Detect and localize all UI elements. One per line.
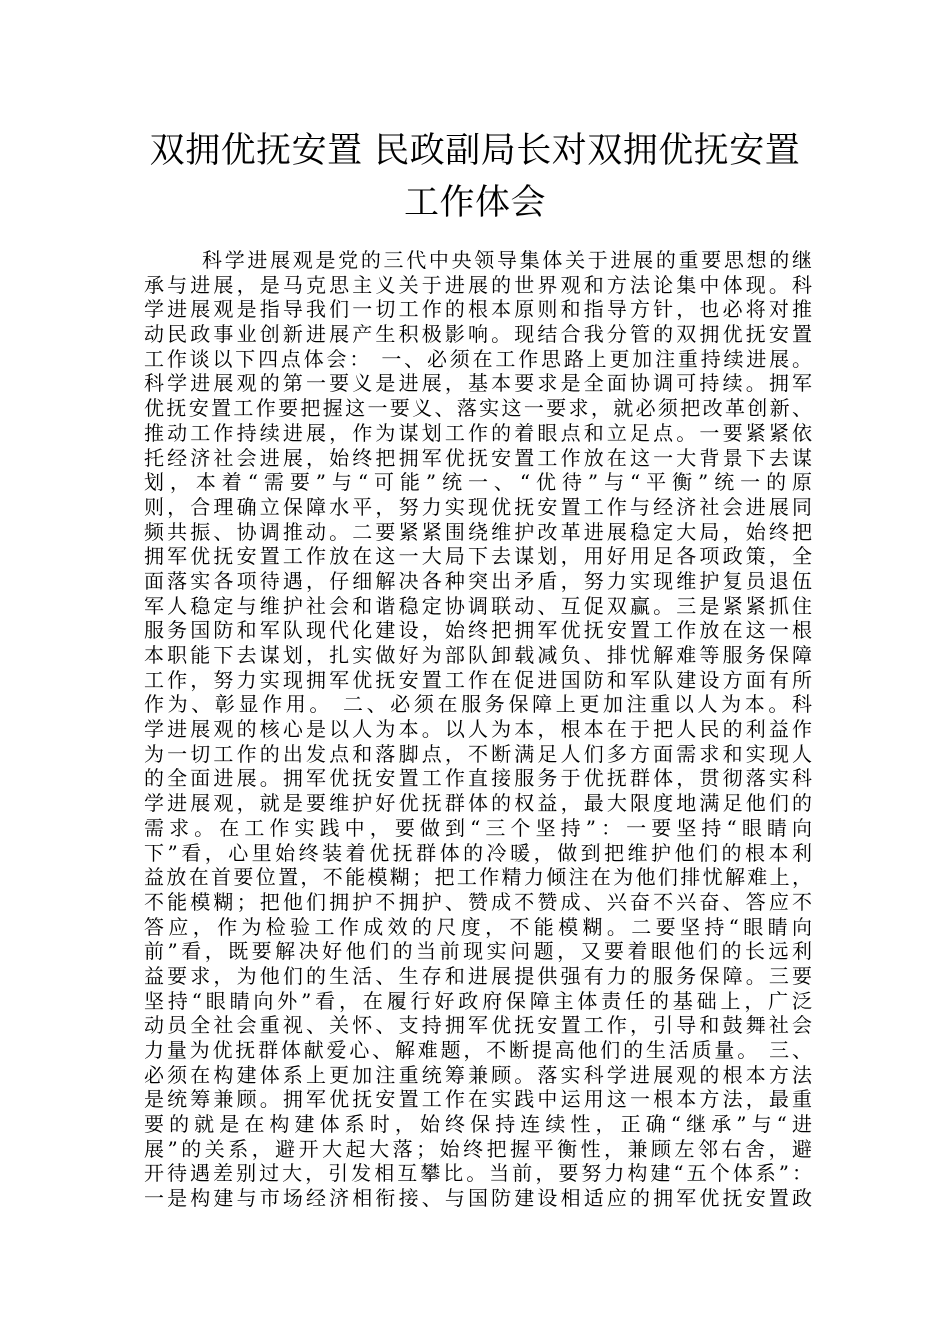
body-line: 科学进展观是党的三代中央领导集体关于进展的重要思想的继 (202, 248, 812, 272)
body-line: 科学进展观的第一要义是进展，基本要求是全面协调可持续。拥军 (144, 371, 812, 396)
body-line: 推动工作持续进展，作为谋划工作的着眼点和立足点。一要紧紧依 (144, 420, 812, 445)
body-line: 学进展观，就是要维护好优抚群体的权益，最大限度地满足他们的 (144, 791, 812, 816)
body-line: 要的就是在构建体系时，始终保持连续性，正确“继承”与“进 (144, 1112, 812, 1137)
body-line: 的全面进展。拥军优抚安置工作直接服务于优抚群体，贯彻落实科 (144, 766, 812, 791)
body-line: 一是构建与市场经济相衔接、与国防建设相适应的拥军优抚安置政 (144, 1186, 812, 1211)
body-line: 托经济社会进展，始终把拥军优抚安置工作放在这一大背景下去谋 (144, 445, 812, 470)
body-line: 拥军优抚安置工作放在这一大局下去谋划，用好用足各项政策，全 (144, 544, 812, 569)
body-line: 则，合理确立保障水平，努力实现优抚安置工作与经济社会进展同 (144, 494, 812, 519)
body-line: 作为、彰显作用。 二、必须在服务保障上更加注重以人为本。科 (144, 692, 812, 717)
body-line: 优抚安置工作要把握这一要义、落实这一要求，就必须把改革创新、 (144, 396, 812, 421)
body-line: 学进展观是指导我们一切工作的根本原则和指导方针，也必将对推 (144, 297, 812, 322)
body-line: 频共振、协调推动。二要紧紧围绕维护改革进展稳定大局，始终把 (144, 519, 812, 544)
body-line: 前”看，既要解决好他们的当前现实问题，又要着眼他们的长远利 (144, 939, 812, 964)
body-line: 面落实各项待遇，仔细解决各种突出矛盾，努力实现维护复员退伍 (144, 568, 812, 593)
body-line: 必须在构建体系上更加注重统筹兼顾。落实科学进展观的根本方法 (144, 1062, 812, 1087)
title-line-1: 双拥优抚安置 民政副局长对双拥优抚安置 (149, 131, 801, 171)
body-line: 是统筹兼顾。拥军优抚安置工作在实践中运用这一根本方法，最重 (144, 1087, 812, 1112)
body-line: 坚持“眼睛向外”看，在履行好政府保障主体责任的基础上，广泛 (144, 988, 812, 1013)
body-line: 承与进展，是马克思主义关于进展的世界观和方法论集中体现。科 (144, 272, 812, 297)
body-line: 力量为优抚群体献爱心、解难题，不断提高他们的生活质量。 三、 (144, 1038, 812, 1062)
title-line-2: 工作体会 (403, 183, 546, 223)
body-line: 动民政事业创新进展产生积极影响。现结合我分管的双拥优抚安置 (144, 322, 812, 347)
document-body (144, 248, 812, 1211)
body-line: 益要求，为他们的生活、生存和进展提供强有力的服务保障。三要 (144, 963, 812, 988)
body-line: 为一切工作的出发点和落脚点，不断满足人们多方面需求和实现人 (144, 741, 812, 766)
body-line: 益放在首要位置，不能模糊；把工作精力倾注在为他们排忧解难上， (144, 865, 812, 890)
body-line: 服务国防和军队现代化建设，始终把拥军优抚安置工作放在这一根 (144, 618, 812, 643)
body-line: 军人稳定与维护社会和谐稳定协调联动、互促双赢。三是紧紧抓住 (144, 593, 812, 618)
document-title (120, 125, 830, 229)
body-line: 动员全社会重视、关怀、支持拥军优抚安置工作，引导和鼓舞社会 (144, 1013, 812, 1038)
body-line: 需求。在工作实践中，要做到“三个坚持”：一要坚持“眼睛向 (144, 815, 812, 840)
body-line: 工作谈以下四点体会： 一、必须在工作思路上更加注重持续进展。 (144, 346, 812, 371)
body-line: 答应，作为检验工作成效的尺度，不能模糊。二要坚持“眼睛向 (144, 914, 812, 939)
body-line: 开待遇差别过大，引发相互攀比。当前，要努力构建“五个体系”： (144, 1161, 812, 1186)
body-line: 划，本着“需要”与“可能”统一、“优待”与“平衡”统一的原 (144, 470, 812, 495)
body-line: 不能模糊；把他们拥护不拥护、赞成不赞成、兴奋不兴奋、答应不 (144, 889, 812, 914)
body-line: 工作，努力实现拥军优抚安置工作在促进国防和军队建设方面有所 (144, 667, 812, 692)
body-line: 本职能下去谋划，扎实做好为部队卸载减负、排忧解难等服务保障 (144, 643, 812, 667)
body-line: 学进展观的核心是以人为本。以人为本，根本在于把人民的利益作 (144, 717, 812, 742)
body-line: 展”的关系，避开大起大落；始终把握平衡性，兼顾左邻右舍，避 (144, 1136, 812, 1161)
body-line: 下”看，心里始终装着优抚群体的冷暖，做到把维护他们的根本利 (144, 840, 812, 865)
